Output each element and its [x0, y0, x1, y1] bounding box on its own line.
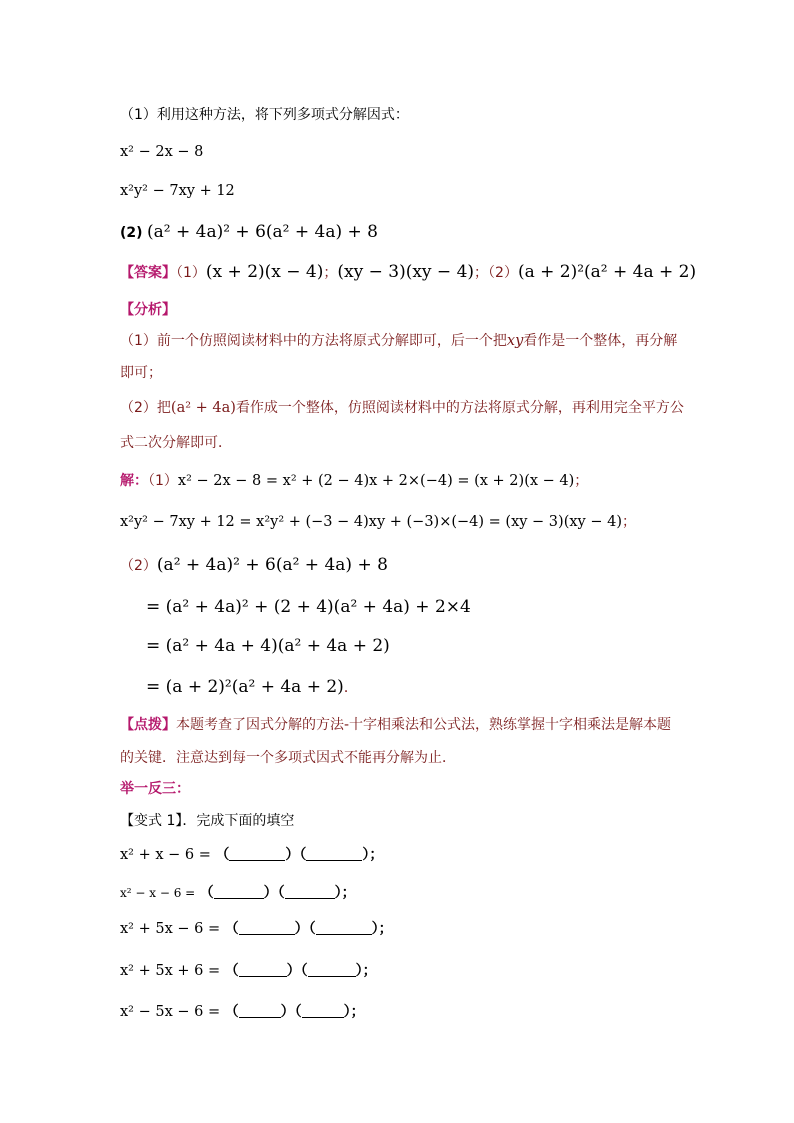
solution-6-expression: = (a + 2)²(a² + 4a + 2) [146, 677, 344, 697]
solution-label: 解： [120, 473, 148, 489]
fill-2-blank-a[interactable] [214, 884, 264, 899]
fill-row-5 [120, 1002, 365, 1022]
answer-separator-1: ； [323, 265, 338, 281]
fill-1-blank-b[interactable] [306, 846, 362, 861]
question-2-label: (2) [120, 225, 143, 241]
fill-2-open-b: （ [277, 885, 285, 901]
analysis-1-variable: xy [506, 333, 524, 349]
fill-2-close-b: ） [334, 885, 342, 901]
fill-2-open-a: （ [199, 885, 214, 901]
fill-3-blank-b[interactable] [316, 920, 372, 935]
fill-2-close-a: ） [263, 885, 278, 901]
solution-line-2 [120, 512, 636, 532]
fill-2-blank-b[interactable] [285, 884, 335, 899]
fill-3-expression: x² + 5x − 6 = [120, 921, 221, 937]
answer-factor-1: (x + 2)(x − 4) [205, 262, 324, 282]
answer-factor-2: (xy − 3)(xy − 4) [337, 262, 475, 282]
analysis-2-expression: (a² + 4a) [170, 400, 236, 416]
fill-2-end: ； [341, 885, 356, 901]
variant-label: 【变式 1】．完成下面的填空 [120, 813, 295, 829]
practice-heading: 举一反三： [120, 781, 190, 797]
fill-3-close-a: ） [294, 921, 309, 937]
fill-4-open-b: （ [300, 963, 308, 979]
fill-5-open-a: （ [224, 1004, 239, 1020]
fill-row-4 [120, 961, 377, 981]
answer-line [120, 262, 696, 283]
fill-3-close-b: ） [371, 921, 379, 937]
tip-label: 【点拨】 [120, 717, 176, 733]
tip-line-1 [120, 715, 671, 735]
question-2-expression: (a² + 4a)² + 6(a² + 4a) + 8 [147, 222, 378, 242]
solution-line-4: = (a² + 4a)² + (2 + 4)(a² + 4a) + 2×4 [146, 597, 471, 617]
tip-line-2: 的关键．注意达到每一个多项式因式不能再分解为止． [120, 750, 456, 766]
fill-5-blank-b[interactable] [302, 1003, 344, 1018]
fill-4-blank-a[interactable] [239, 962, 287, 977]
fill-1-open-a: （ [215, 847, 230, 863]
fill-3-end: ； [378, 921, 393, 937]
fill-4-blank-b[interactable] [308, 962, 356, 977]
fill-5-blank-a[interactable] [239, 1003, 281, 1018]
analysis-2-text-a: （2）把 [120, 400, 171, 416]
fill-4-open-a: （ [224, 963, 239, 979]
solution-1-end: ； [574, 473, 589, 489]
tip-text-1: 本题考查了因式分解的方法-十字相乘法和公式法，熟练掌握十字相乘法是解本题 [176, 717, 672, 733]
fill-1-open-b: （ [299, 847, 307, 863]
answer-factor-3: (a + 2)²(a² + 4a + 2) [517, 262, 697, 282]
fill-4-close-b: ） [355, 963, 363, 979]
analysis-2-line2: 式二次分解即可． [120, 435, 232, 451]
fill-2-expression: x² − x − 6 = [120, 886, 196, 900]
solution-2-expression: x²y² − 7xy + 12 = x²y² + (−3 − 4)xy + (−3)×(−4) = (xy − 3)(xy − 4) [120, 514, 622, 530]
question-2 [120, 222, 378, 243]
analysis-1-text-a: （1）前一个仿照阅读材料中的方法将原式分解即可，后一个把 [120, 333, 507, 349]
answer-separator-2: ；（2） [474, 265, 518, 281]
fill-row-2 [120, 883, 356, 903]
fill-1-blank-a[interactable] [229, 846, 285, 861]
solution-2-end: ； [621, 514, 636, 530]
question-1-expression-1: x² − 2x − 8 [120, 144, 204, 160]
solution-line-6 [146, 677, 358, 698]
answer-part1-marker: （1） [176, 265, 206, 281]
fill-4-close-a: ） [286, 963, 301, 979]
solution-1-marker: （1） [148, 473, 178, 489]
analysis-1-line1 [120, 331, 677, 351]
analysis-1-line2: 即可； [120, 365, 162, 381]
solution-line-5: = (a² + 4a + 4)(a² + 4a + 2) [146, 636, 390, 656]
question-1-expression-2: x²y² − 7xy + 12 [120, 183, 235, 199]
fill-5-open-b: （ [294, 1004, 302, 1020]
fill-5-expression: x² − 5x − 6 = [120, 1004, 221, 1020]
fill-5-close-a: ） [280, 1004, 295, 1020]
analysis-1-text-b: 看作是一个整体，再分解 [523, 333, 678, 349]
fill-1-close-a: ） [285, 847, 300, 863]
solution-3-expression: (a² + 4a)² + 6(a² + 4a) + 8 [156, 555, 388, 575]
fill-5-close-b: ） [343, 1004, 351, 1020]
fill-3-blank-a[interactable] [239, 920, 295, 935]
analysis-2-text-b: 看作成一个整体，仿照阅读材料中的方法将原式分解，再利用完全平方公 [235, 400, 684, 416]
fill-5-end: ； [350, 1004, 365, 1020]
answer-label: 【答案】 [120, 265, 176, 281]
solution-line-3 [120, 555, 388, 576]
analysis-2-line1 [120, 398, 684, 418]
question-1-instruction: （1）利用这种方法，将下列多项式分解因式： [120, 107, 409, 123]
fill-1-end: ； [369, 847, 384, 863]
fill-4-end: ； [362, 963, 377, 979]
fill-1-close-b: ） [362, 847, 370, 863]
fill-row-3 [120, 919, 393, 939]
fill-row-1 [120, 845, 383, 865]
fill-1-expression: x² + x − 6 = [120, 847, 211, 863]
solution-line-1 [120, 471, 588, 491]
solution-1-expression: x² − 2x − 8 = x² + (2 − 4)x + 2×(−4) = (x + 2)(x − 4) [177, 473, 575, 489]
analysis-label: 【分析】 [120, 302, 176, 318]
fill-3-open-a: （ [224, 921, 239, 937]
fill-3-open-b: （ [308, 921, 316, 937]
fill-4-expression: x² + 5x + 6 = [120, 963, 221, 979]
solution-6-end: ． [343, 680, 358, 696]
solution-3-marker: （2） [120, 558, 157, 574]
